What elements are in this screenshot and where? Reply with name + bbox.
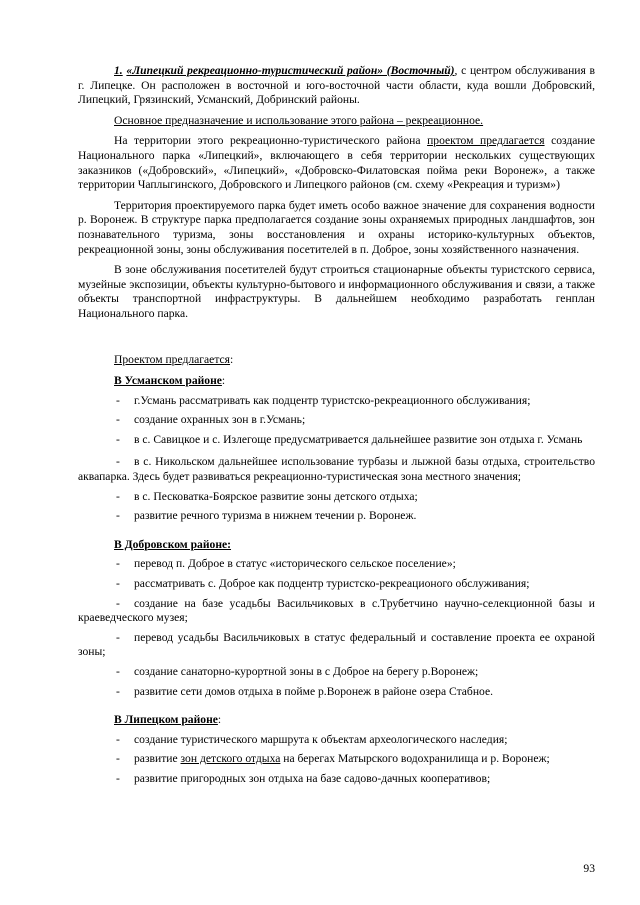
list-item: - развитие речного туризма в нижнем течении р. Воронеж. [116, 509, 417, 523]
list-item: - развитие пригородных зон отдыха на базе садово-дачных кооперативов; [116, 771, 491, 785]
list-item: - г.Усмань рассматривать как подцентр туристско-рекреационного обслуживания; [116, 393, 531, 407]
page-number: 93 [583, 862, 595, 875]
list-item: - развитие зон детского отдыха на берегах Матырского водохранилища и р. Воронеж; [116, 752, 550, 766]
list-item: - создание санаторно-курортной зоны в с Доброе на берегу р.Воронеж; [116, 665, 479, 678]
dobroe-heading-text: В Добровском районе: [114, 537, 232, 551]
para1-underlined: проектом предлагается [427, 134, 545, 148]
usman-colon: : [221, 374, 226, 388]
district-title: «Липецкий рекреационно-туристический район» (Восточный) [126, 64, 455, 77]
usman-heading [78, 374, 595, 389]
section-number: 1. [114, 64, 123, 77]
lipetsk-heading [78, 713, 595, 728]
intro-text: , с центром обслуживания в г. Липецке. Он расположен в восточной и юго-восточной части области, куда вошли Добровский, Липецкий, Грязинский, Усманский, Добринский районы. [78, 64, 595, 107]
lipetsk-heading-text: В Липецком районе [114, 713, 218, 727]
list-item: - рассматривать с. Доброе как подцентр туристско-рекреационого обслуживания; [116, 577, 530, 591]
lipetsk-colon: : [217, 713, 222, 727]
list-item: - перевод п. Доброе в статус «исторического сельское поселение»; [116, 557, 456, 571]
paragraph-national-park [78, 134, 595, 192]
proposed-heading-text: Проектом предлагается [114, 352, 231, 366]
para1-pre: На территории этого рекреационно-туристического района [114, 134, 428, 148]
dobroe-heading [78, 538, 595, 553]
purpose-line: Основное предназначение и использование этого района – рекреационное. [114, 113, 484, 127]
proposed-colon: : [230, 352, 234, 366]
list-item: - в с. Песковатка-Боярское развитие зоны детского отдыха; [116, 489, 418, 503]
list-item: - создание на базе усадьбы Васильчиковых в с.Трубетчино научно-селекционной базы и краеведческого музея; [78, 596, 595, 625]
proposed-heading [78, 353, 595, 368]
usman-heading-text: В Усманском районе [114, 374, 222, 388]
para1-post: создание Национального парка «Липецкий», включающего в себя территории нескольких существующих заказников («Добровский», «Липецкий», «Добровско-Филатовская пойма реки Воронеж», а также территории Чаплыгинского, Добровского и Липецкого районов (см. схему «Рекреация и туризм») [78, 134, 595, 192]
list-item: - создание туристического маршрута к объектам археологического наследия; [116, 732, 508, 746]
list-item: - создание охранных зон в г.Усмань; [116, 413, 306, 427]
paragraph-territory: Территория проектируемого парка будет иметь особо важное значение для сохранения водности р. Воронеж. В структуре парка предполагается создание зоны охраняемых природных ландшафтов, зон познавательного туризма, зоны восстановления и охраны историко-культурных объектов, рекреационной зоны, зоны обслуживания посетителей в п. Доброе, зоны хозяйственного назначения. [78, 198, 595, 256]
list-item: - развитие сети домов отдыха в пойме р.Воронеж в районе озера Стабное. [116, 684, 494, 698]
paragraph-service-zone: В зоне обслуживания посетителей будут строиться стационарные объекты туристского сервиса, музейные экспозиции, объекты культурно-бытового и информационного обслуживания и связи, а также объекты транспортной инфраструктуры. В дальнейшем необходимо разработать генплан Национального парка. [78, 263, 595, 320]
list-item: - в с. Никольском дальнейшее использование турбазы и лыжной базы отдыха, строительство аквапарка. Здесь будет развиваться рекреационно-туристическая зона местного значения; [78, 455, 595, 484]
children-rest-zones-underlined: зон детского отдыха [180, 752, 281, 766]
list-item: - перевод усадьбы Васильчиковых в статус федеральный и составление проекта ее охраной зоны; [78, 630, 595, 659]
intro-paragraph [78, 64, 595, 108]
list-item: - в с. Савицкое и с. Излегоще предусматривается дальнейшее развитие зон отдыха г. Усмань [116, 432, 583, 446]
